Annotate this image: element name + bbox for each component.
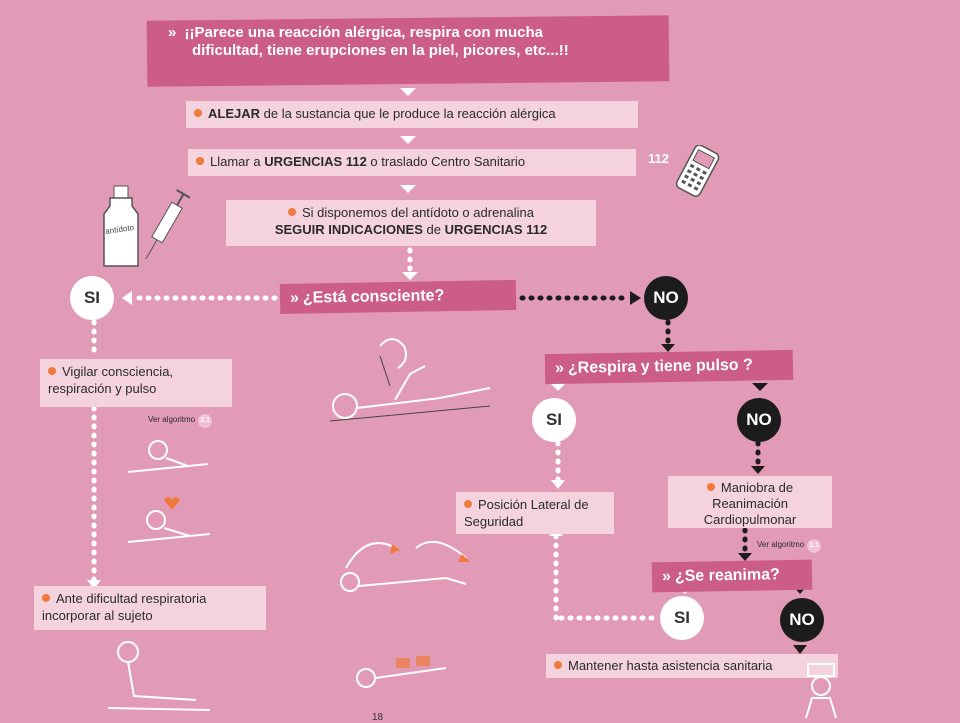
consciente-label: ¿Está consciente? xyxy=(302,287,445,307)
maniobra-line2: Reanimación xyxy=(712,496,788,511)
step-antidoto xyxy=(226,200,596,246)
medic-illustration xyxy=(786,662,856,720)
antidoto-bold1: SEGUIR INDICACIONES xyxy=(274,222,423,237)
header-line1: ¡¡Parece una reacción alérgica, respira con mucha xyxy=(184,24,544,41)
vigilar-text: Vigilar consciencia, respiración y pulso xyxy=(48,364,174,396)
sitting-person-illustration xyxy=(100,636,220,720)
alejar-bold: ALEJAR xyxy=(208,106,261,121)
answer-si-consciente: SI xyxy=(70,276,114,320)
patient-check-illustration xyxy=(118,432,228,582)
bullet-icon xyxy=(42,594,50,602)
maniobra-line3: Cardiopulmonar xyxy=(703,512,797,527)
answer-no-consciente: NO xyxy=(644,276,688,320)
ref-badge: 2.1 xyxy=(807,539,821,553)
bullet-icon xyxy=(194,109,202,117)
answer-si-respira: SI xyxy=(532,398,576,442)
question-consciente xyxy=(280,280,516,314)
step-alejar xyxy=(186,101,638,128)
phone-icon xyxy=(670,145,726,199)
lying-person-illustration xyxy=(300,326,510,442)
llamar-pre: Llamar a xyxy=(210,154,265,169)
bullet-icon xyxy=(554,661,562,669)
double-arrow-icon: » xyxy=(661,568,672,586)
vial-label: antídoto xyxy=(104,223,135,236)
answer-no-respira: NO xyxy=(737,398,781,442)
answer-no-reanima: NO xyxy=(780,598,824,642)
bullet-icon xyxy=(196,157,204,165)
mantener-text: Mantener hasta asistencia sanitaria xyxy=(568,658,773,673)
action-ante xyxy=(34,586,266,630)
llamar-bold: URGENCIAS 112 xyxy=(264,154,367,169)
double-arrow-icon: » xyxy=(168,24,177,41)
ref-badge: 2.1 xyxy=(198,414,212,428)
syringe-icon xyxy=(140,186,190,266)
ver-algoritmo-label: Ver algoritmo xyxy=(148,415,196,424)
bullet-icon xyxy=(288,208,296,216)
step-llamar xyxy=(188,149,636,176)
answer-si-reanima: SI xyxy=(660,596,704,640)
bullet-icon xyxy=(707,483,715,491)
header-line2: dificultad, tiene erupciones en la piel, picores, etc...!! xyxy=(192,42,569,59)
posicion-text: Posición Lateral de Seguridad xyxy=(464,497,589,529)
phone-label: 112 xyxy=(648,151,669,166)
ver-algoritmo-label: Ver algoritmo xyxy=(757,540,805,549)
maniobra-line1: Maniobra de xyxy=(720,480,794,495)
header-text xyxy=(168,24,668,60)
page-number: 18 xyxy=(372,712,384,723)
action-vigilar xyxy=(40,359,232,407)
double-arrow-icon: » xyxy=(554,359,565,377)
antidoto-line1: Si disponemos del antídoto o adrenalina xyxy=(302,205,534,220)
ver-algoritmo-ref-2 xyxy=(757,539,821,553)
bullet-icon xyxy=(464,500,472,508)
recovery-position-illustration xyxy=(326,528,476,708)
llamar-post: o traslado Centro Sanitario xyxy=(366,154,526,169)
action-maniobra xyxy=(668,476,832,528)
action-posicion xyxy=(456,492,614,534)
question-respira xyxy=(545,350,793,384)
reanima-label: ¿Se reanima? xyxy=(674,566,780,585)
alejar-rest: de la sustancia que le produce la reacción alérgica xyxy=(260,106,556,121)
antidoto-bold2: URGENCIAS 112 xyxy=(444,222,548,237)
double-arrow-icon: » xyxy=(289,289,300,307)
respira-label: ¿Respira y tiene pulso ? xyxy=(567,356,753,377)
bullet-icon xyxy=(48,367,56,375)
ver-algoritmo-ref-1 xyxy=(148,414,212,428)
antidoto-mid: de xyxy=(422,222,445,237)
question-reanima xyxy=(652,560,812,593)
ante-text: Ante dificultad respiratoria incorporar al sujeto xyxy=(42,591,207,623)
